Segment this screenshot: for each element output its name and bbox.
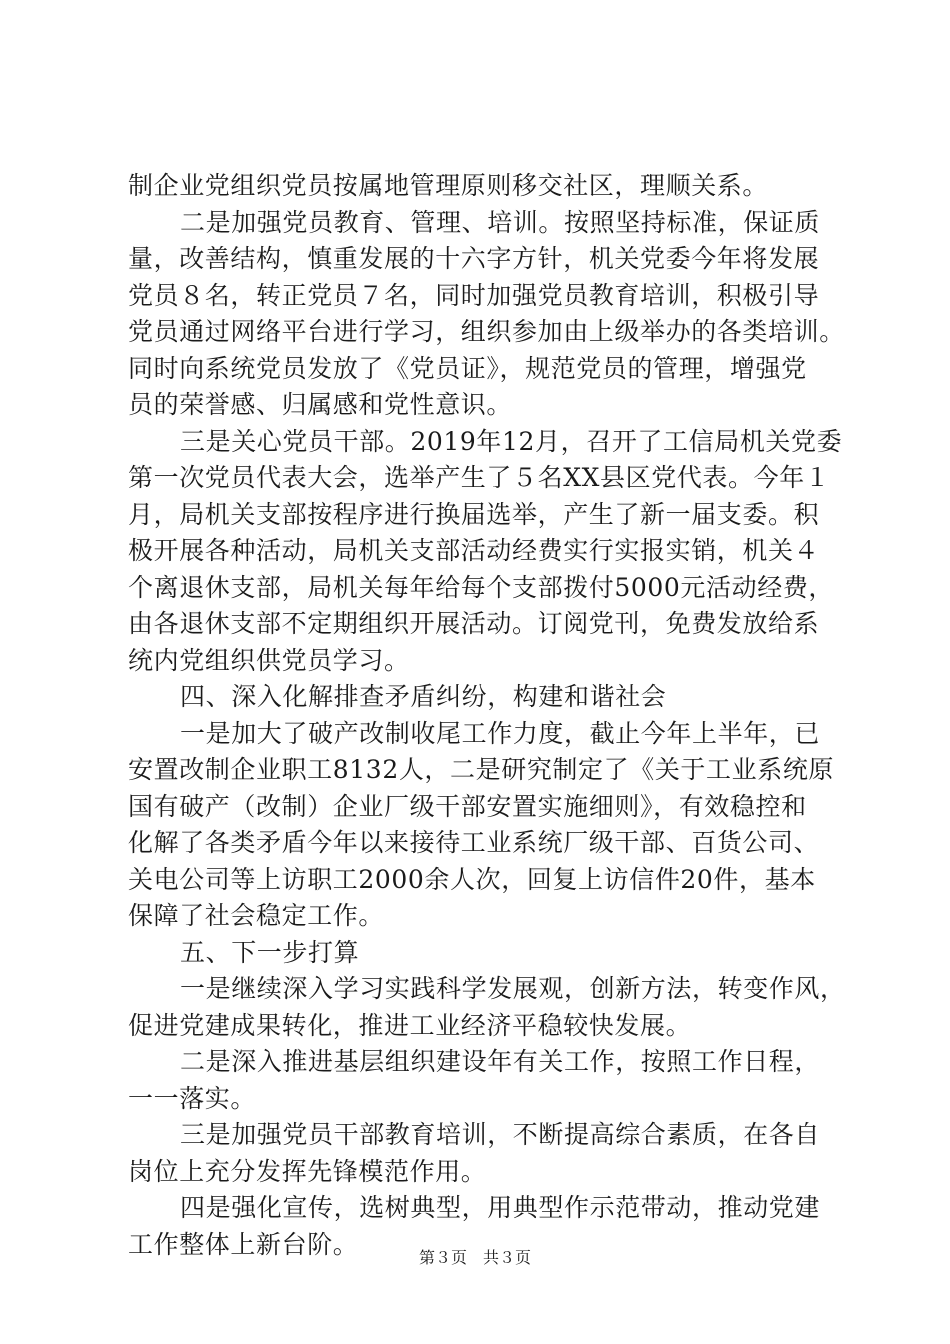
text-line: 一一落实。: [128, 1083, 257, 1113]
text-line: 岗位上充分发挥先锋模范作用。: [128, 1156, 487, 1186]
text-line: 量，改善结构，慎重发展的十六字方针，机关党委今年将发展: [128, 244, 820, 273]
text-line: 四、深入化解排查矛盾纠纷，构建和谐社会: [180, 682, 667, 711]
page-footer: 第３页 共３页: [418, 1248, 531, 1267]
text-line: 安置改制企业职工8132人，二是研究制定了《关于工业系统原: [128, 755, 835, 784]
text-line: 制企业党组织党员按属地管理原则移交社区，理顺关系。: [128, 171, 769, 200]
text-line: 三是加强党员干部教育培训，不断提高综合素质，在各自: [180, 1120, 821, 1149]
text-line: 一是加大了破产改制收尾工作力度，截止今年上半年，已: [180, 718, 821, 748]
text-line: 个离退休支部，局机关每年给每个支部拨付5000元活动经费，: [128, 572, 835, 602]
text-line: 化解了各类矛盾今年以来接待工业系统厂级干部、百货公司、: [128, 828, 820, 857]
text-line: 促进党建成果转化，推进工业经济平稳较快发展。: [128, 1010, 692, 1040]
text-line: 关电公司等上访职工2000余人次，回复上访信件20件，基本: [128, 864, 816, 894]
text-line: 国有破产（改制）企业厂级干部安置实施细则》，有效稳控和: [128, 791, 807, 821]
text-line: 四是强化宣传，选树典型，用典型作示范带动，推动党建: [180, 1193, 821, 1222]
text-line: 第一次党员代表大会，选举产生了５名XX县区党代表。今年１: [128, 463, 831, 492]
text-line: 由各退休支部不定期组织开展活动。订阅党刊，免费发放给系: [128, 609, 820, 638]
text-line: 统内党组织供党员学习。: [128, 645, 410, 675]
text-line: 一是继续深入学习实践科学发展观，创新方法，转变作风，: [180, 974, 846, 1003]
document-body: [128, 168, 848, 1263]
text-line: 月，局机关支部按程序进行换届选举，产生了新一届支委。积: [128, 499, 820, 529]
text-line: 党员通过网络平台进行学习，组织参加由上级举办的各类培训。: [128, 317, 845, 346]
text-line: 党员８名，转正党员７名，同时加强党员教育培训，积极引导: [128, 280, 820, 310]
text-line: 二是深入推进基层组织建设年有关工作，按照工作日程，: [180, 1047, 821, 1076]
text-line: 工作整体上新台阶。: [128, 1229, 359, 1259]
text-line: 极开展各种活动，局机关支部活动经费实行实报实销，机关４: [128, 536, 820, 565]
text-line: 同时向系统党员发放了《党员证》，规范党员的管理，增强党: [128, 353, 807, 383]
text-line: 保障了社会稳定工作。: [128, 901, 385, 930]
text-line: 五、下一步打算: [180, 937, 360, 967]
text-line: 二是加强党员教育、管理、培训。按照坚持标准，保证质: [180, 207, 821, 237]
text-line: 三是关心党员干部。2019年12月，召开了工信局机关党委: [180, 426, 843, 456]
text-line: 员的荣誉感、归属感和党性意识。: [128, 390, 513, 419]
